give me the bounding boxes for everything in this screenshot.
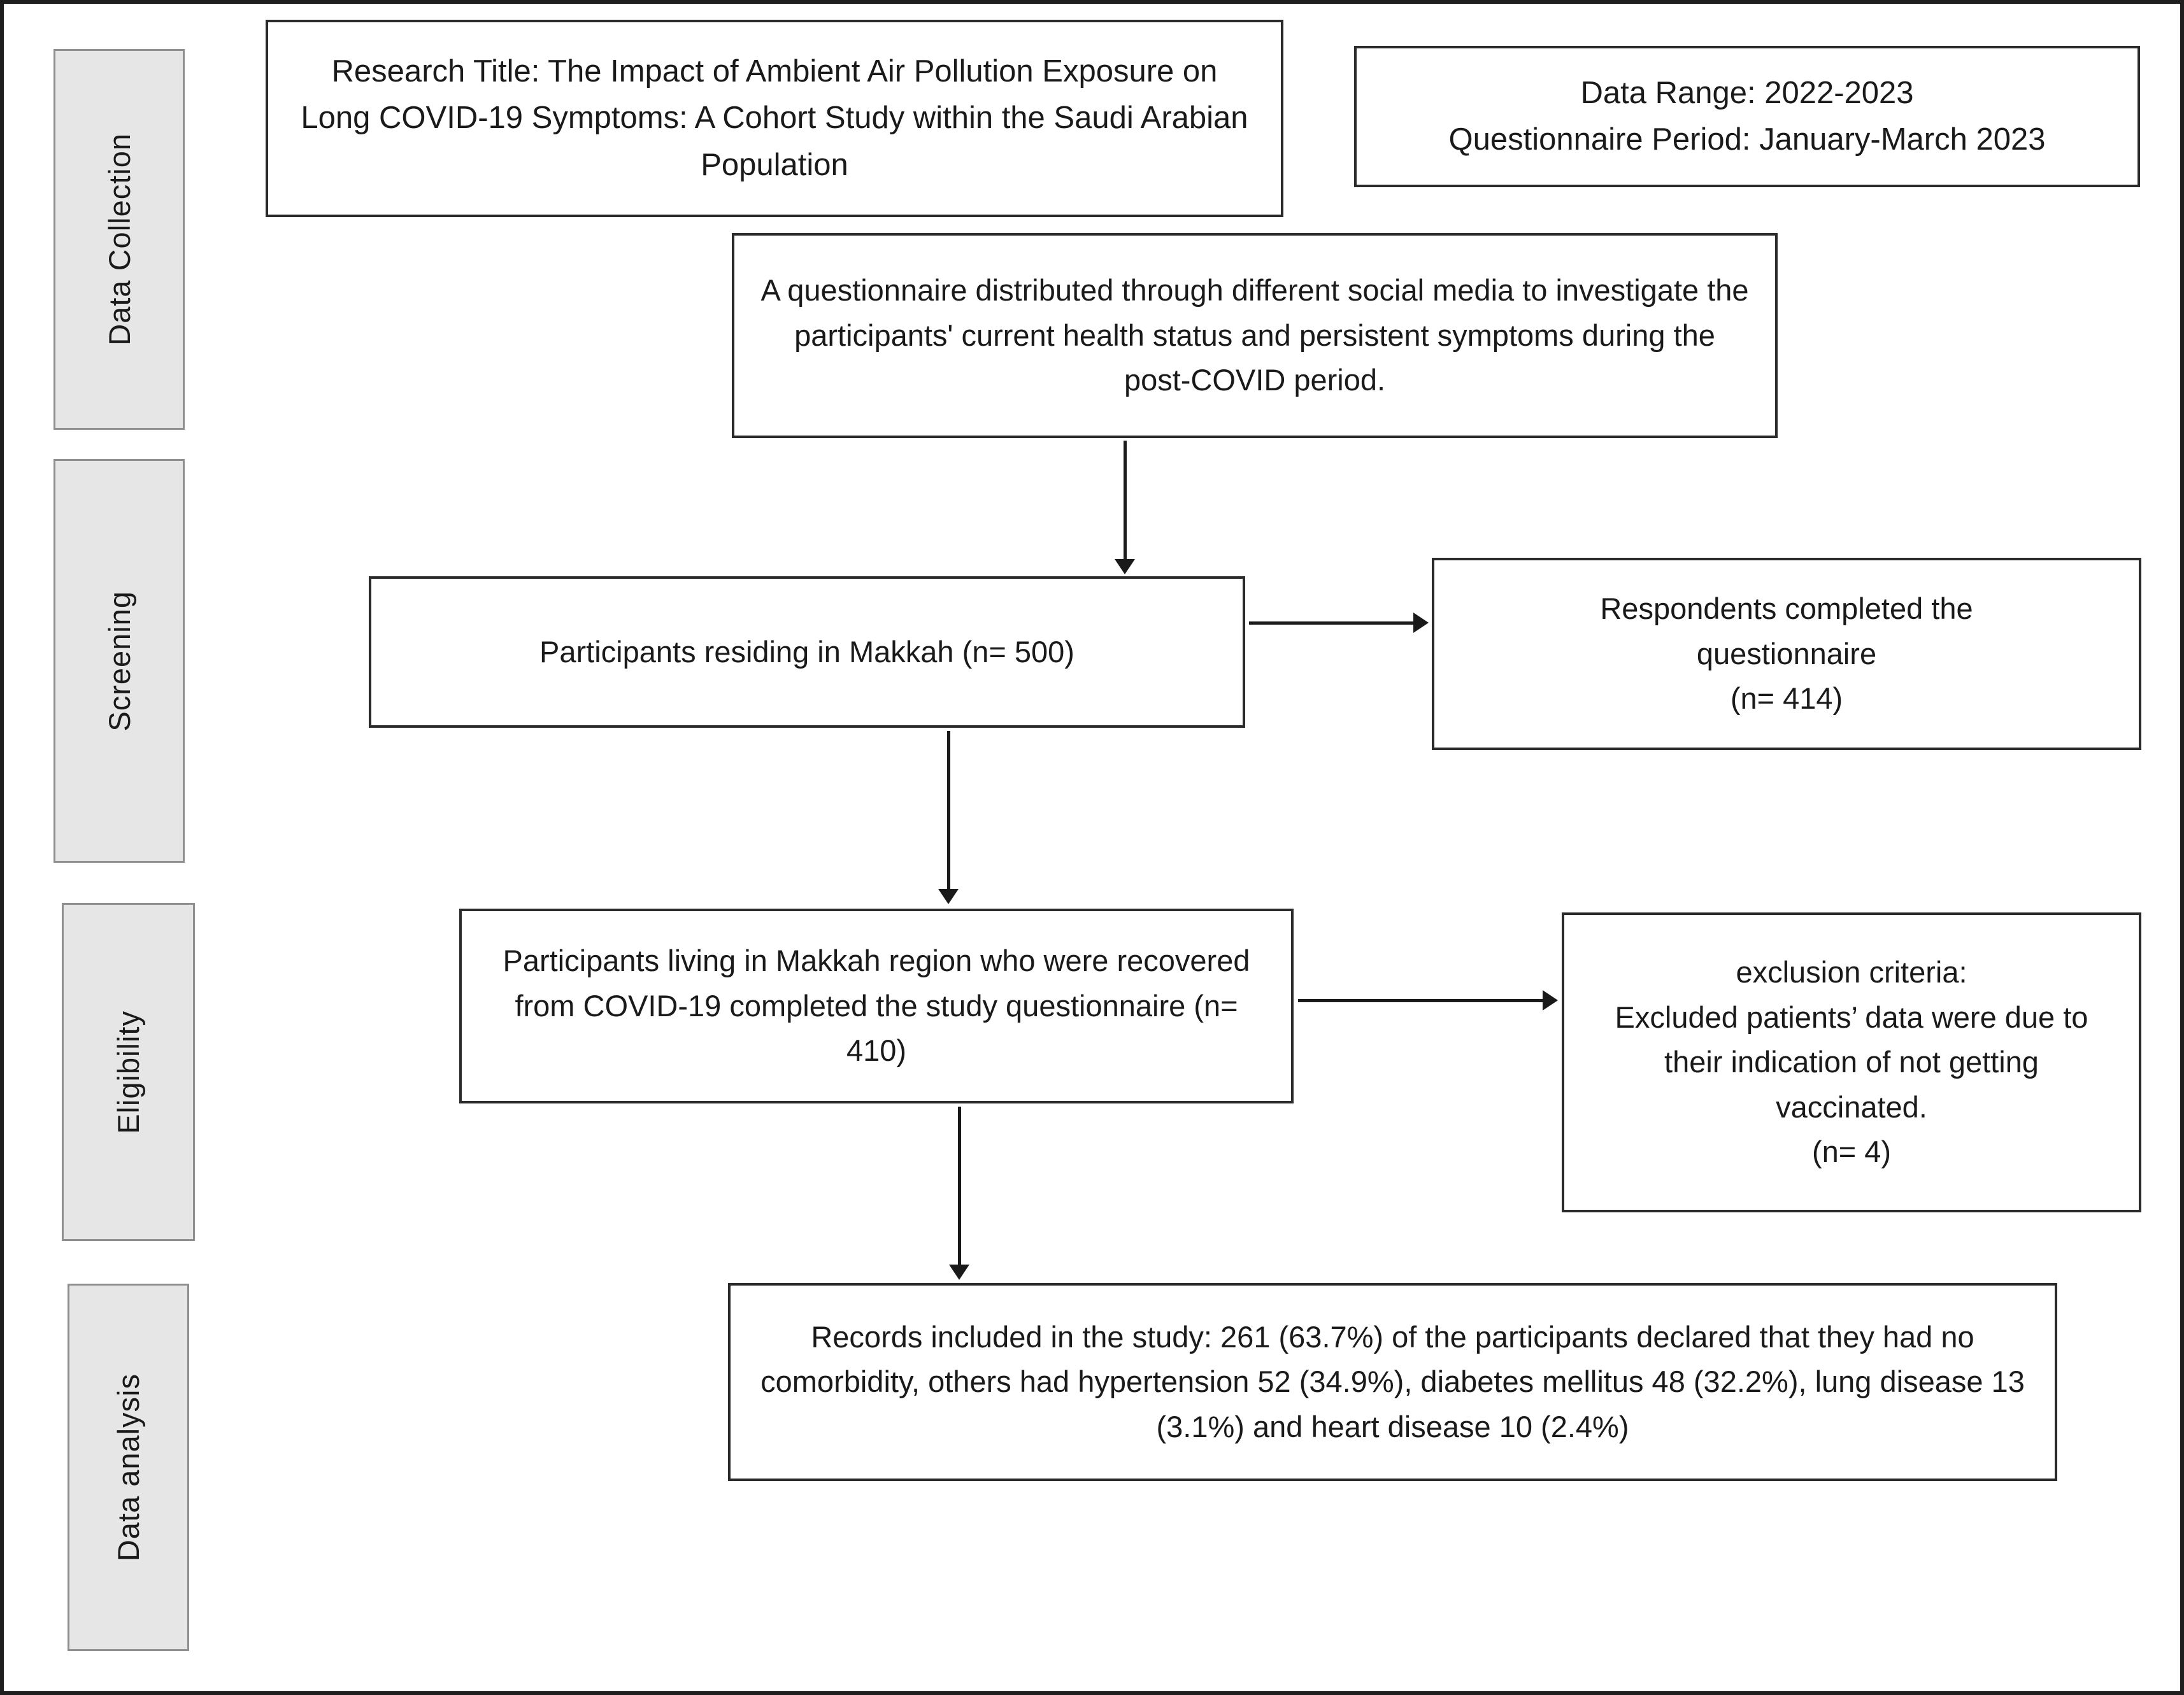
- stage-screening: [54, 459, 185, 863]
- stage-data-collection-label: Data Collection: [102, 133, 136, 346]
- eligibility-box: [459, 909, 1294, 1103]
- arrow-head-right-icon: [1543, 990, 1558, 1011]
- stage-data-collection: [54, 49, 185, 430]
- research-title-text: Research Title: The Impact of Ambient Air Pollution Exposure on Long COVID-19 Symptoms: A Cohort Study within the Saudi Arabian Population: [301, 53, 1248, 182]
- stage-eligibility-label: Eligibility: [111, 1010, 145, 1134]
- arrow-head-right-icon: [1413, 613, 1429, 633]
- exclusion-count: (n= 4): [1811, 1135, 1892, 1169]
- eligibility-text: Participants living in Makkah region who were recovered from COVID-19 completed the study questionnaire (n= 410): [503, 944, 1250, 1068]
- respondents-text: Respondents completed the questionnaire: [1600, 592, 1973, 670]
- stage-screening-label: Screening: [102, 590, 136, 732]
- exclusion-body: Excluded patients’ data were due to their indication of not getting vaccinated.: [1615, 1000, 2088, 1124]
- respondents-box: [1432, 558, 2141, 750]
- questionnaire-text: A questionnaire distributed through different social media to investigate the participants' current health status and persistent symptoms during the post-COVID period.: [760, 273, 1749, 397]
- stage-eligibility: [62, 903, 195, 1241]
- questionnaire-box: [732, 233, 1778, 438]
- arrow-line: [958, 1107, 961, 1265]
- participants-makkah-text: Participants residing in Makkah (n= 500): [539, 634, 1074, 669]
- records-box: [728, 1283, 2057, 1481]
- arrow-head-down-icon: [1115, 559, 1135, 574]
- participants-makkah-box: [369, 576, 1245, 728]
- respondents-count: (n= 414): [1730, 681, 1843, 716]
- arrow-head-down-icon: [938, 889, 959, 904]
- data-range-box: [1354, 46, 2140, 187]
- research-title-box: [266, 20, 1283, 217]
- arrow-down-eligibility-to-records: [948, 1107, 970, 1280]
- arrow-line: [1249, 621, 1413, 625]
- questionnaire-period-text: Questionnaire Period: January-March 2023: [1448, 122, 2046, 157]
- exclusion-title: exclusion criteria:: [1736, 955, 1967, 989]
- stage-data-analysis-label: Data analysis: [111, 1373, 145, 1562]
- exclusion-box: [1562, 912, 2141, 1212]
- data-range-text: Data Range: 2022-2023: [1580, 75, 1914, 110]
- arrow-down-questionnaire-to-participants: [1114, 441, 1136, 574]
- stage-data-analysis: [68, 1284, 189, 1651]
- arrow-right-participants-to-respondents: [1249, 612, 1429, 634]
- arrow-line: [947, 731, 950, 889]
- records-text: Records included in the study: 261 (63.7%) of the participants declared that they had no comorbidity, others had hypertension 52 (34.9%), diabetes mellitus 48 (32.2%), lung disease 13 (3.1%) and heart disease 10 (2.4%): [760, 1319, 2025, 1443]
- arrow-down-participants-to-eligibility: [938, 731, 959, 904]
- arrow-line: [1124, 441, 1127, 559]
- arrow-line: [1298, 999, 1543, 1002]
- arrow-head-down-icon: [949, 1265, 969, 1280]
- arrow-right-eligibility-to-exclusion: [1298, 989, 1558, 1011]
